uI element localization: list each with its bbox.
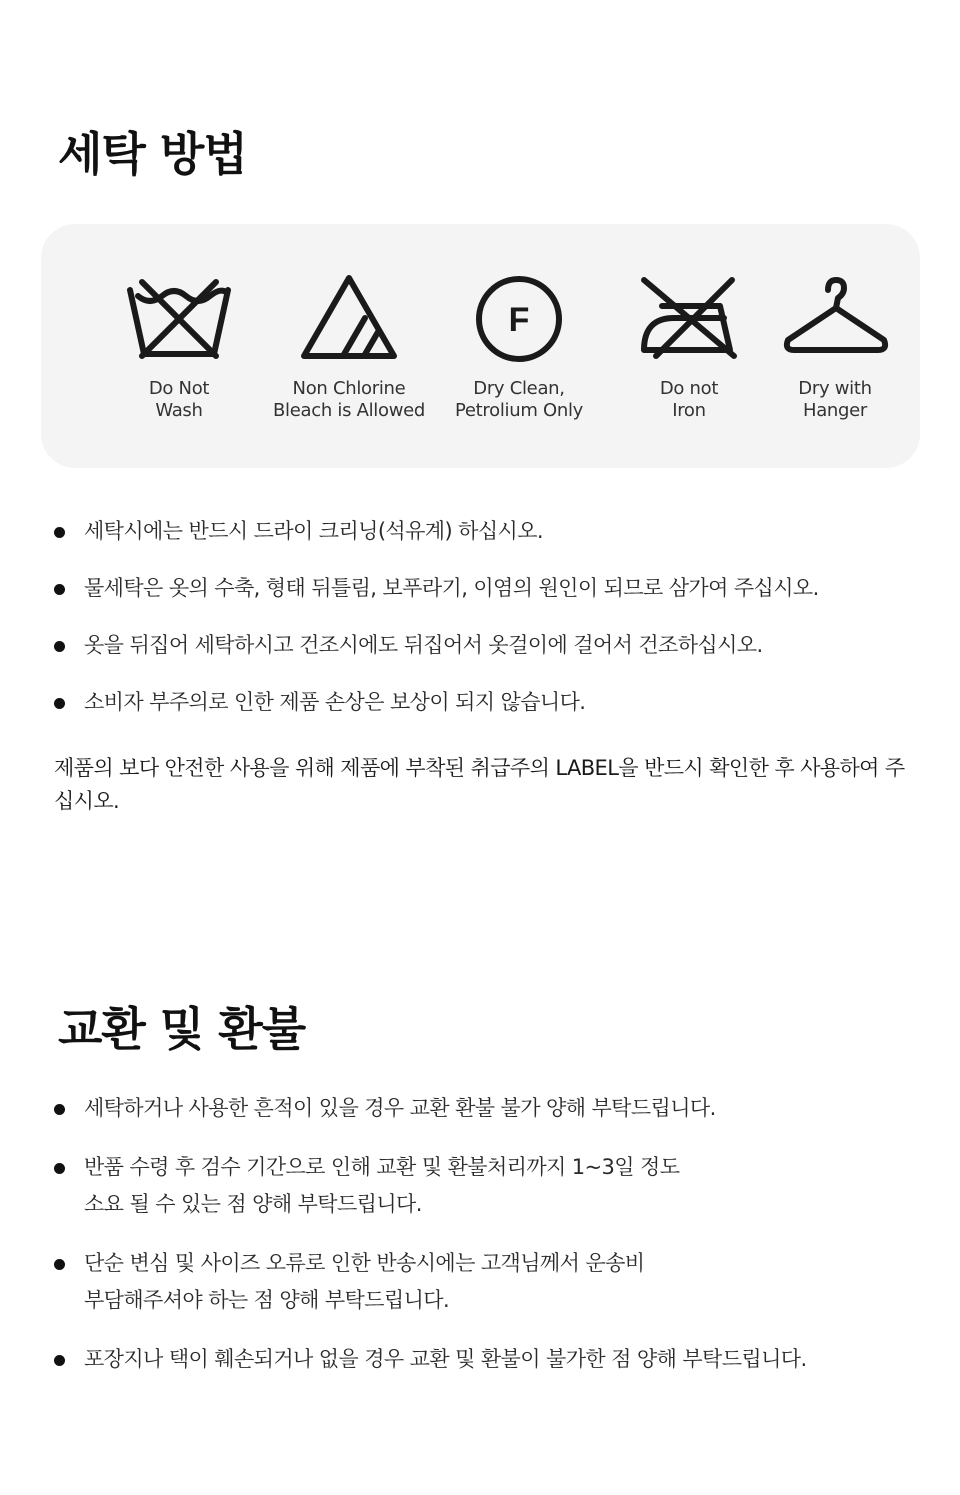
care-item-dry-clean [434, 272, 604, 422]
care-label-do-not-iron: Do not Iron [659, 378, 719, 421]
bullet-dot-icon [54, 1259, 65, 1270]
care-label-non-chlorine-bleach: Non Chlorine Bleach is Allowed [272, 378, 426, 421]
list-item: 세탁시에는 반드시 드라이 크리닝(석유계) 하십시오. [0, 513, 960, 550]
care-symbols-panel [41, 224, 920, 468]
dry-clean-symbol: F [508, 301, 530, 339]
list-item: 소비자 부주의로 인한 제품 손상은 보상이 되지 않습니다. [0, 684, 960, 721]
wash-section-title: 세탁 방법 [58, 127, 247, 181]
bullet-dot-icon [54, 698, 65, 709]
exchange-section-title: 교환 및 환불 [58, 1002, 306, 1056]
list-item: 세탁하거나 사용한 흔적이 있을 경우 교환 환불 불가 양해 부탁드립니다. [0, 1090, 960, 1127]
list-item: 반품 수령 후 검수 기간으로 인해 교환 및 환불처리까지 1~3일 정도 소요 될 수 있는 점 양해 부탁드립니다. [0, 1149, 960, 1223]
bullet-dot-icon [54, 1163, 65, 1174]
list-item: 옷을 뒤집어 세탁하시고 건조시에도 뒤집어서 옷걸이에 걸어서 건조하십시오. [0, 627, 960, 664]
exchange-policy-list [0, 1090, 960, 1400]
care-label-dry-with-hanger: Dry with Hanger [798, 378, 872, 421]
dry-with-hanger-icon [780, 272, 890, 362]
label-notice: 제품의 보다 안전한 사용을 위해 제품에 부착된 취급주의 LABEL을 반드시 확인한 후 사용하여 주십시오. [54, 756, 905, 813]
list-item: 단순 변심 및 사이즈 오류로 인한 반송시에는 고객님께서 운송비 부담해주셔야 하는 점 양해 부탁드립니다. [0, 1245, 960, 1319]
care-item-non-chlorine-bleach [264, 272, 434, 422]
dry-clean-petroleum-icon [464, 272, 574, 362]
care-label-do-not-wash: Do Not Wash [148, 378, 210, 421]
bullet-dot-icon [54, 1355, 65, 1366]
do-not-wash-icon [124, 272, 234, 362]
care-item-dry-with-hanger [750, 272, 920, 422]
non-chlorine-bleach-icon [294, 272, 404, 362]
list-item: 물세탁은 옷의 수축, 형태 뒤틀림, 보푸라기, 이염의 원인이 되므로 삼가여 주십시오. [0, 570, 960, 607]
bullet-dot-icon [54, 641, 65, 652]
bullet-dot-icon [54, 1104, 65, 1115]
care-item-do-not-iron [604, 272, 774, 422]
bullet-dot-icon [54, 584, 65, 595]
list-item: 포장지나 택이 훼손되거나 없을 경우 교환 및 환불이 불가한 점 양해 부탁드립니다. [0, 1341, 960, 1378]
care-item-do-not-wash [94, 272, 264, 422]
wash-instructions-list [0, 513, 960, 741]
do-not-iron-icon [634, 272, 744, 362]
bullet-dot-icon [54, 527, 65, 538]
care-label-dry-clean: Dry Clean, Petrolium Only [454, 378, 584, 421]
